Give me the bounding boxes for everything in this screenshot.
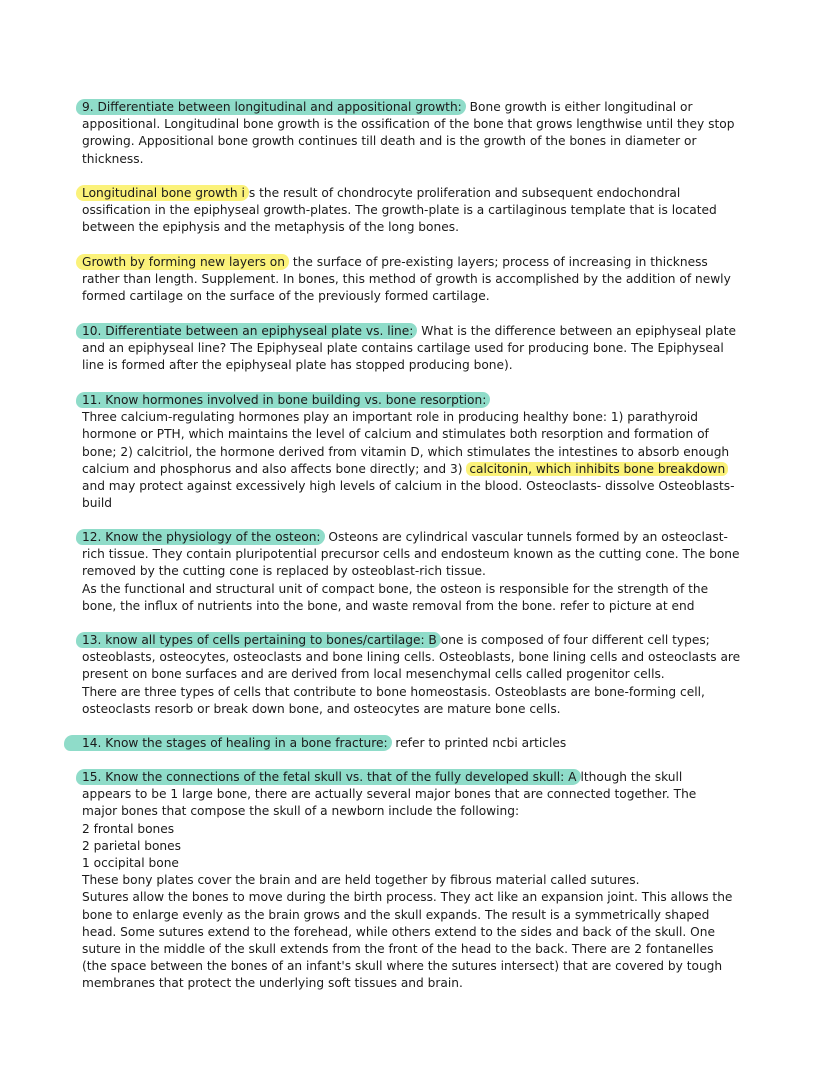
text-line: suture in the middle of the skull extends from the front of the head to the back. There are 2 fontanelles xyxy=(82,941,714,956)
text-line: present on bone surfaces and are derived from local mesenchymal cells called progenitor cells. xyxy=(82,667,665,682)
text-line: and an epiphyseal line? The Epiphyseal plate contains cartilage used for producing bone. The Epiphyseal xyxy=(82,341,724,356)
question-11-heading: 11. Know hormones involved in bone building vs. bone resorption: xyxy=(76,392,490,408)
text-line: appears to be 1 large bone, there are actually several major bones that are connected together. The xyxy=(82,787,697,802)
calcitonin-highlight: calcitonin, which inhibits bone breakdown xyxy=(466,462,728,476)
text-line: osteoclasts resorb or break down bone, and osteocytes are mature bone cells. xyxy=(82,701,561,716)
text-line: between the epiphysis and the metaphysis of the long bones. xyxy=(82,220,459,235)
text-line: growing. Appositional bone growth continues till death and is the growth of the bones in diameter or xyxy=(82,134,697,149)
question-14-heading: 14. Know the stages of healing in a bone fracture: xyxy=(64,735,392,751)
text-line: rather than length. Supplement. In bones, this method of growth is accomplished by the addition of newly xyxy=(82,272,731,287)
text-line: line is formed after the epiphyseal plate has stopped producing bone). xyxy=(82,358,513,373)
text-line: bone, the influx of nutrients into the bone, and waste removal from the bone. refer to picture at end xyxy=(82,598,695,613)
text-line: major bones that compose the skull of a newborn include the following: xyxy=(82,804,520,819)
longitudinal-growth-paragraph: Longitudinal bone growth i s the result of chondrocyte proliferation and subsequent endochondral ossification in the epiphyseal growth-plates. The growth-plate is a cartilaginous template that is located between the epiphysis and the metaphysis of the long bones. xyxy=(82,185,752,237)
text-line: membranes that protect the underlying soft tissues and brain. xyxy=(82,976,463,991)
question-12-heading: 12. Know the physiology of the osteon: xyxy=(76,529,325,545)
question-12: 12. Know the physiology of the osteon: Osteons are cylindrical vascular tunnels formed by an osteoclast- rich tissue. They contain pluripotential precursor cells and endosteum known as the cutting cone. The bone removed by the cutting cone is replaced by osteoblast-rich tissue. As the functional and structural unit of compact bone, the osteon is responsible for the strength of the bone, the influx of nutrients into the bone, and waste removal from the bone. refer to picture at end xyxy=(82,529,752,615)
appositional-growth-paragraph: Growth by forming new layers on the surface of pre-existing layers; process of increasing in thickness rather than length. Supplement. In bones, this method of growth is accomplished by the addition of newly formed cartilage on the surface of the previously formed cartilage. xyxy=(82,254,752,306)
list-item: 1 occipital bone xyxy=(82,855,179,870)
text-line: ossification in the epiphyseal growth-plates. The growth-plate is a cartilaginous template that is located xyxy=(82,203,717,218)
question-9-heading: 9. Differentiate between longitudinal and appositional growth: xyxy=(76,99,466,115)
question-10: 10. Differentiate between an epiphyseal plate vs. line: What is the difference between an epiphyseal plate and an epiphyseal line? The Epiphyseal plate contains cartilage used for producing bone. The Epiphyseal line is formed after the epiphyseal plate has stopped producing bone). xyxy=(82,323,752,375)
question-9: 9. Differentiate between longitudinal and appositional growth: Bone growth is either longitudinal or appositional. Longitudinal bone growth is the ossification of the bone that grows lengthwise until they stop growing. Appositional bone growth continues till death and is the growth of the bones in diameter or thickness. xyxy=(82,99,752,168)
text-line: build xyxy=(82,496,112,511)
list-item: 2 frontal bones xyxy=(82,821,175,836)
question-11: 11. Know hormones involved in bone building vs. bone resorption: Three calcium-regulating hormones play an important role in producing healthy bone: 1) parathyroid hormone or PTH, which maintains the level of calcium and stimulates both resorption and formation of bone; 2) calcitriol, the hormone derived from vitamin D, which stimulates the intestines to absorb enough calcium and phosphorus and also affects bone directly; and 3) calcitonin, which inhibits bone breakdown and may protect against excessively high levels of calcium in the blood. Osteoclasts- dissolve Osteoblasts- build xyxy=(82,392,752,512)
text-line: As the functional and structural unit of compact bone, the osteon is responsible for the strength of the xyxy=(82,581,709,596)
text-line: Sutures allow the bones to move during the birth process. They act like an expansion joint. This allows the xyxy=(82,890,733,905)
question-13-heading: 13. know all types of cells pertaining to bones/cartilage: B xyxy=(76,632,441,648)
text-line: bone; 2) calcitriol, the hormone derived from vitamin D, which stimulates the intestines to absorb enough xyxy=(82,444,730,459)
text-line: bone to enlarge evenly as the brain grows and the skull expands. The result is a symmetrically shaped xyxy=(82,907,710,922)
question-14: 14. Know the stages of healing in a bone fracture: refer to printed ncbi articles xyxy=(82,735,752,752)
text-line: These bony plates cover the brain and are held together by fibrous material called sutures. xyxy=(82,873,640,888)
text-line: osteoblasts, osteocytes, osteoclasts and bone lining cells. Osteoblasts, bone lining cells and osteoclasts are xyxy=(82,650,741,665)
question-10-heading: 10. Differentiate between an epiphyseal plate vs. line: xyxy=(76,323,417,339)
text-line: rich tissue. They contain pluripotential precursor cells and endosteum known as the cutting cone. The bone xyxy=(82,547,740,562)
question-15: 15. Know the connections of the fetal skull vs. that of the fully developed skull: A lthough the skull appears to be 1 large bone, there are actually several major bones that are connected together. The major bones that compose the skull of a newborn include the following: 2 frontal bones 2 parietal bones 1 occipital bone These bony plates cover the brain and are held together by fibrous material called sutures. Sutures allow the bones to move during the birth process. They act like an expansion joint. This allows the bone to enlarge evenly as the brain grows and the skull expands. The result is a symmetrically shaped head. Some sutures extend to the forehead, while others extend to the sides and back of the skull. One suture in the middle of the skull extends from the front of the head to the back. There are 2 fontanelles (the space between the bones of an infant's skull where the sutures intersect) that are covered by tough membranes that protect the underlying soft tissues and brain. xyxy=(82,769,752,992)
question-13: 13. know all types of cells pertaining to bones/cartilage: B one is composed of four different cell types; osteoblasts, osteocytes, osteoclasts and bone lining cells. Osteoblasts, bone lining cells and osteoclasts are present on bone surfaces and are derived from local mesenchymal cells called progenitor cells. There are three types of cells that contribute to bone homeostasis. Osteoblasts are bone-forming cell, osteoclasts resorb or break down bone, and osteocytes are mature bone cells. xyxy=(82,632,752,718)
text-line: Three calcium-regulating hormones play an important role in producing healthy bone: 1) parathyroid xyxy=(82,410,698,425)
text-line: There are three types of cells that contribute to bone homeostasis. Osteoblasts are bone-forming cell, xyxy=(82,684,705,699)
longitudinal-highlight: Longitudinal bone growth i xyxy=(76,185,249,201)
text-line: and may protect against excessively high levels of calcium in the blood. Osteoclasts- dissolve Osteoblasts- xyxy=(82,478,735,493)
list-item: 2 parietal bones xyxy=(82,838,181,853)
text-line: (the space between the bones of an infant's skull where the sutures intersect) that are covered by tough xyxy=(82,959,723,974)
question-15-heading: 15. Know the connections of the fetal skull vs. that of the fully developed skull: A xyxy=(76,769,581,785)
text-line: removed by the cutting cone is replaced by osteoblast-rich tissue. xyxy=(82,564,486,579)
text-line: formed cartilage on the surface of the previously formed cartilage. xyxy=(82,289,490,304)
text-line: appositional. Longitudinal bone growth is the ossification of the bone that grows lengthwise until they stop xyxy=(82,117,735,132)
text-line: head. Some sutures extend to the forehead, while others extend to the sides and back of the skull. One xyxy=(82,924,715,939)
appositional-highlight: Growth by forming new layers on xyxy=(76,254,289,270)
text-line: hormone or PTH, which maintains the level of calcium and stimulates both resorption and formation of xyxy=(82,427,709,442)
text-line: thickness. xyxy=(82,151,144,166)
